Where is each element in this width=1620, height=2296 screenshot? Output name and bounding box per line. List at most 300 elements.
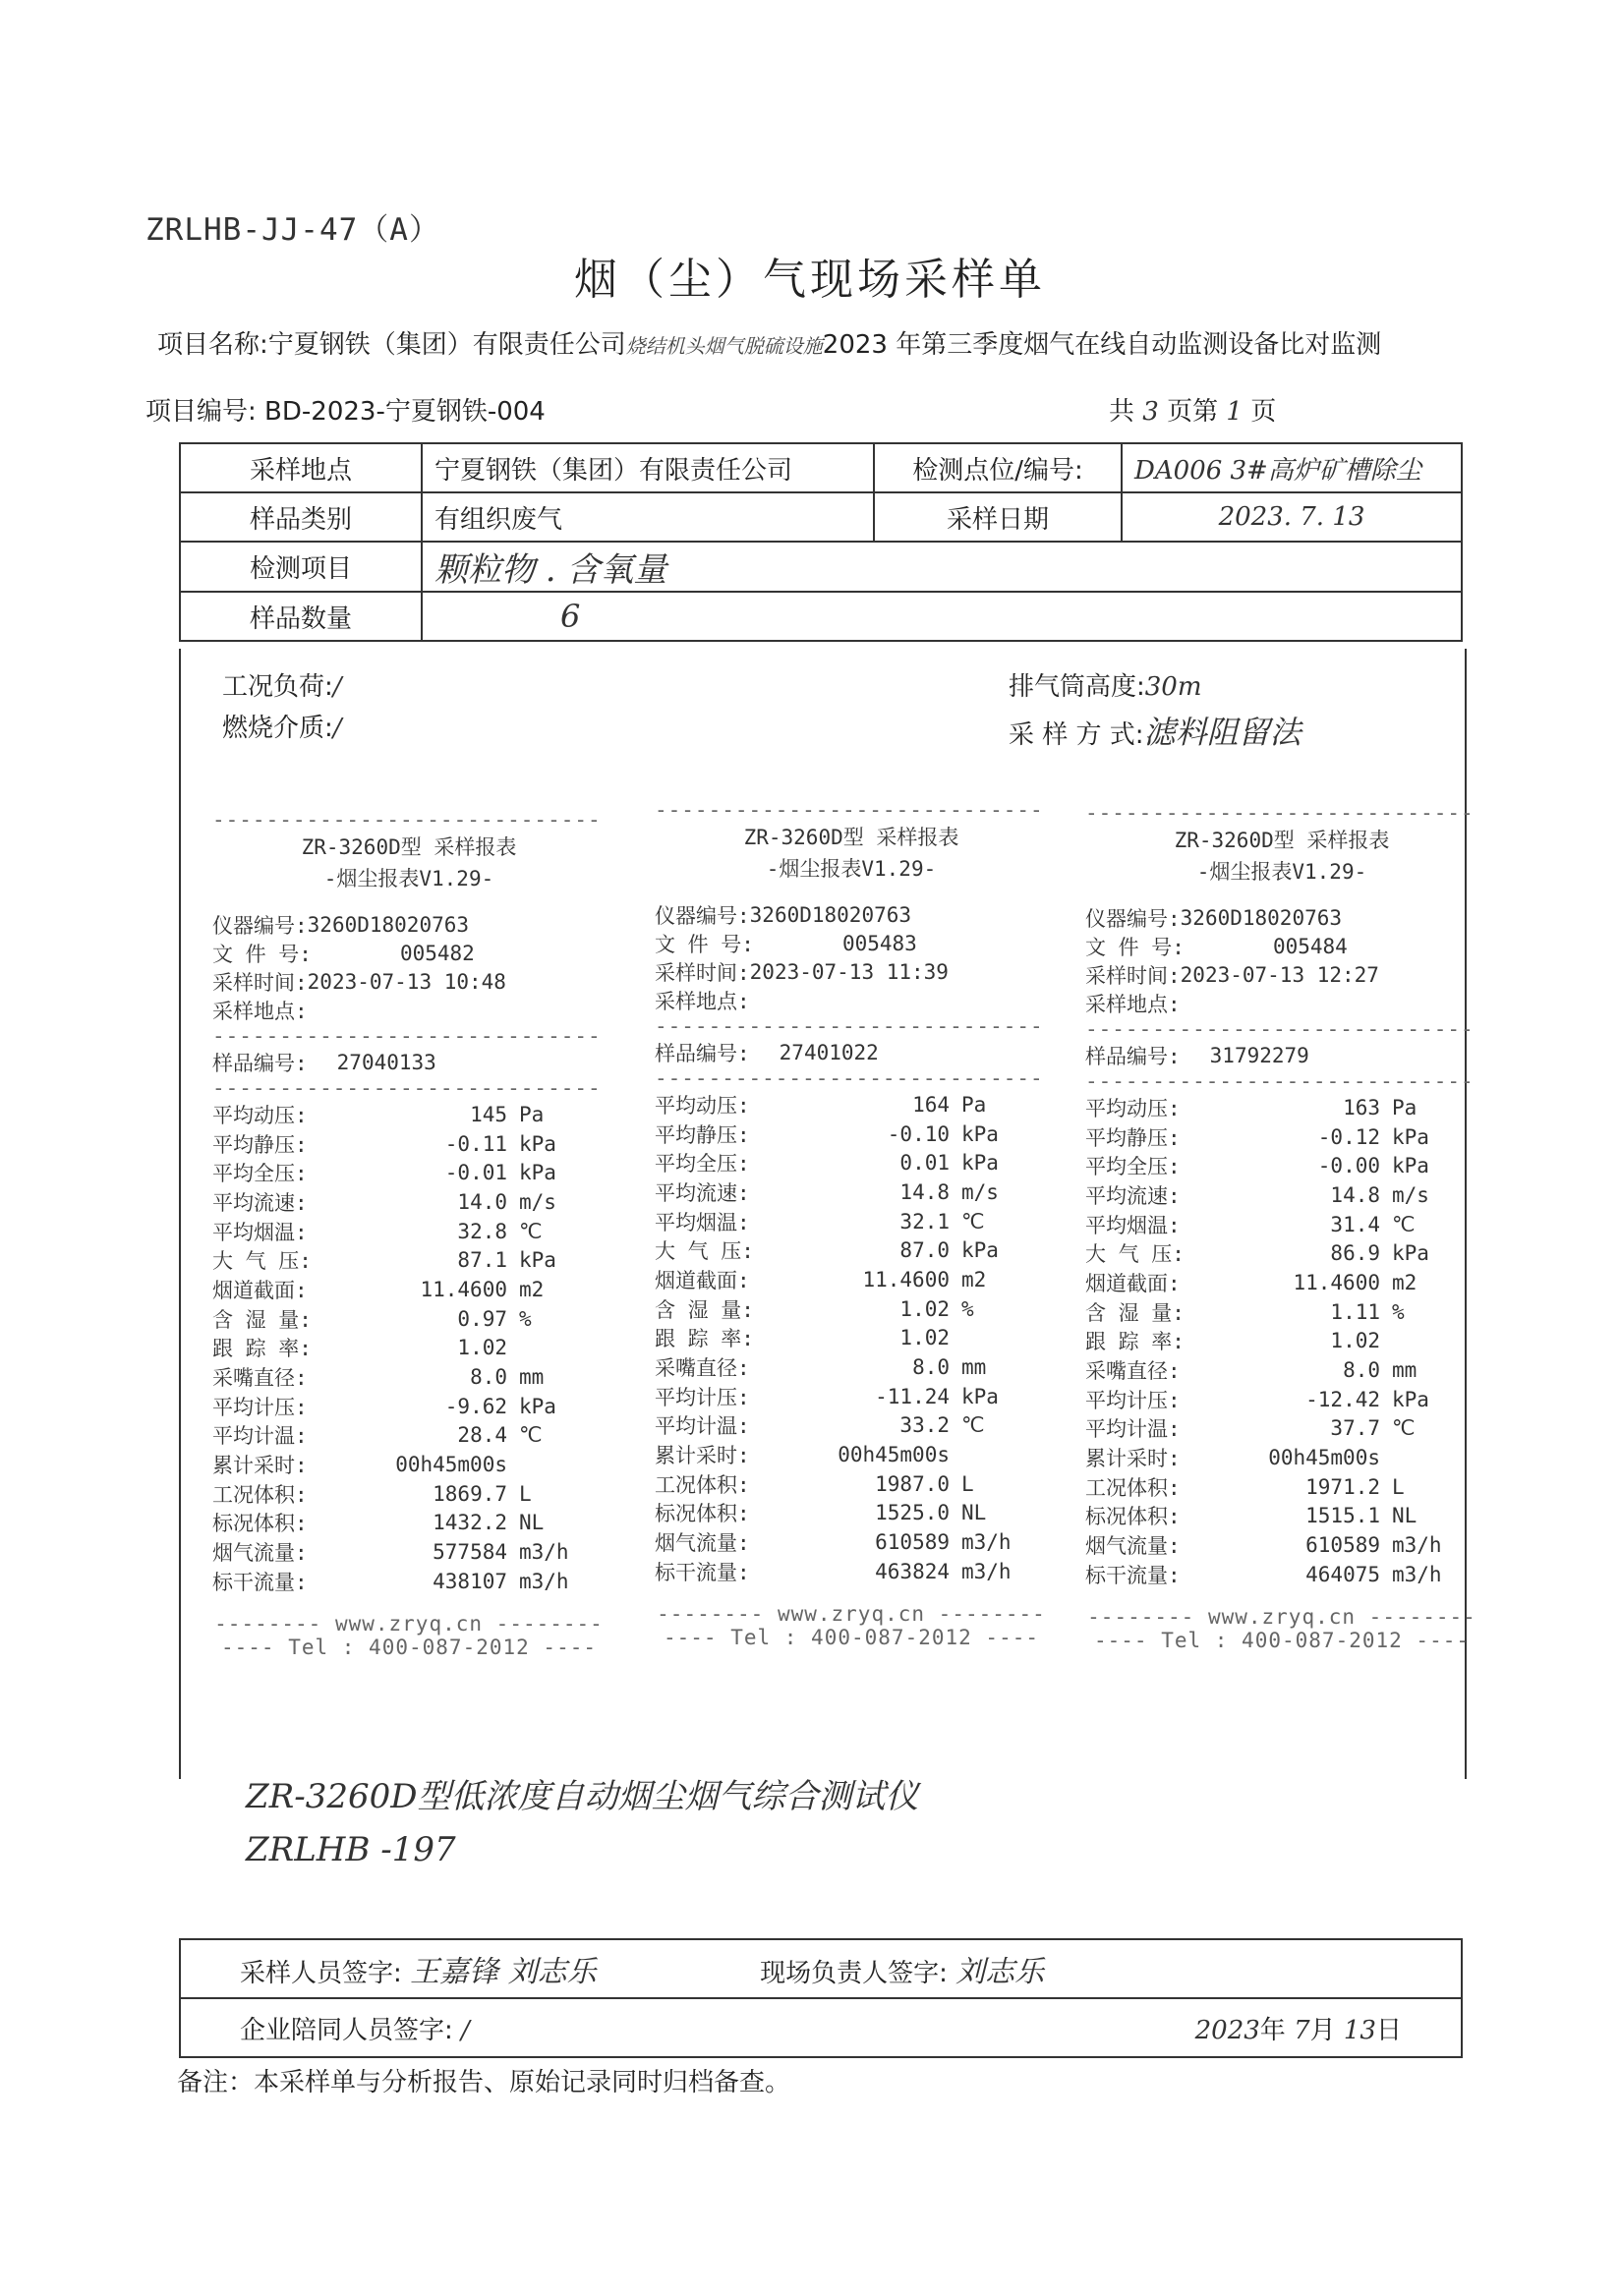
receipt-footer1: -------- www.zryq.cn -------- <box>657 1601 1046 1626</box>
receipt-row <box>655 1352 1048 1382</box>
receipt-time-value: 2023-07-13 11:39 <box>749 959 949 984</box>
receipt-row-value: 1525.0 <box>875 1501 950 1525</box>
sampler-names: 王嘉锋 刘志乐 <box>410 1955 597 1989</box>
receipt-row-key: 含 湿 量: <box>1085 1300 1185 1325</box>
receipt-row-key: 标况体积: <box>212 1512 308 1536</box>
receipt-phone: Tel : 400-087-2012 <box>1161 1628 1403 1652</box>
receipt-row-unit: ℃ <box>519 1219 543 1243</box>
receipt-row-unit: m3/h <box>519 1569 569 1593</box>
receipt-row-unit: % <box>519 1306 532 1331</box>
receipt-file <box>655 929 1048 957</box>
receipt-row-value: 33.2 <box>899 1413 950 1438</box>
receipt-sample-label: 样品编号: <box>655 1041 750 1065</box>
type-label: 样品类别 <box>180 492 422 542</box>
receipt-file <box>212 939 606 967</box>
receipt-row-value: 1.02 <box>457 1336 507 1360</box>
receipt-row <box>1085 1443 1478 1472</box>
load-value: / <box>332 672 342 702</box>
receipt-instrument-value: 3260D18020763 <box>307 912 470 937</box>
date-label: 采样日期 <box>874 492 1122 542</box>
receipt-row-key: 跟 踪 率: <box>212 1337 312 1361</box>
receipt-row-unit: kPa <box>1392 1124 1429 1149</box>
receipt-row-unit: m/s <box>961 1179 999 1204</box>
receipt-row-key: 平均静压: <box>1085 1125 1181 1150</box>
receipt-row-key: 平均静压: <box>655 1122 750 1147</box>
receipt-row <box>212 1537 606 1567</box>
receipt-row-key: 平均流速: <box>1085 1183 1181 1208</box>
receipt-row-value: 87.0 <box>899 1238 950 1263</box>
receipt-header2: -烟尘报表V1.29- <box>323 867 494 890</box>
receipt-row-unit: ℃ <box>1392 1212 1416 1236</box>
receipt-row-value: 464075 <box>1305 1562 1380 1586</box>
receipt-row-value: 577584 <box>433 1540 507 1565</box>
receipt-row-unit: L <box>519 1481 532 1506</box>
receipt-footer1: -------- www.zryq.cn -------- <box>214 1611 604 1636</box>
receipt-row <box>655 1148 1048 1177</box>
receipt-row-key: 平均动压: <box>1085 1096 1181 1120</box>
project-number-value: BD-2023-宁夏钢铁-004 <box>264 397 546 427</box>
date-value: 2023. 7. 13 <box>1122 492 1462 542</box>
receipt-file-value: 005482 <box>399 941 475 965</box>
receipt-row-key: 平均计压: <box>212 1395 308 1419</box>
receipt-row-unit: ℃ <box>961 1413 985 1438</box>
receipt-row-unit: L <box>961 1471 974 1496</box>
receipt-row-key: 含 湿 量: <box>655 1297 754 1322</box>
fuel-label: 燃烧介质: <box>222 714 333 743</box>
receipt-row-key: 累计采时: <box>655 1444 750 1468</box>
site-label: 采样地点 <box>180 443 422 492</box>
receipt-file <box>1085 932 1478 960</box>
receipt-file-value: 005483 <box>841 931 917 955</box>
sign-date-month-suffix: 月 <box>1309 2015 1336 2045</box>
instrument-note-line2: ZRLHB -197 <box>246 1830 456 1869</box>
receipt-instrument-label: 仪器编号: <box>212 913 308 938</box>
receipt-file-value: 005484 <box>1272 934 1348 958</box>
receipt-row-key: 跟 踪 率: <box>1085 1330 1185 1354</box>
receipt-row-value: -12.42 <box>1305 1387 1380 1411</box>
fuel-line <box>222 708 342 744</box>
receipt-row <box>212 1362 606 1392</box>
receipt-row <box>655 1527 1048 1557</box>
receipt-place-label: 采样地点: <box>212 999 308 1023</box>
receipt-row-key: 烟道截面: <box>1085 1271 1181 1295</box>
receipt-row-value: 8.0 <box>470 1365 507 1390</box>
receipt-instrument-label: 仪器编号: <box>1085 906 1181 931</box>
sign-date-day-suffix: 日 <box>1375 2015 1402 2045</box>
receipt-place <box>655 986 1048 1014</box>
receipt-file-label: 文 件 号: <box>655 932 754 956</box>
receipt-sample <box>655 1038 1048 1066</box>
stack-line <box>1009 666 1202 703</box>
receipt-row <box>655 1382 1048 1411</box>
receipt-row <box>655 1324 1048 1353</box>
receipt-row <box>1085 1414 1478 1444</box>
receipt-time <box>655 957 1048 986</box>
receipt-row-unit: kPa <box>519 1161 556 1185</box>
sign-date-month: 7 <box>1294 2015 1310 2045</box>
receipt-row-key: 累计采时: <box>1085 1447 1181 1471</box>
receipt-row-value: 0.97 <box>457 1306 507 1331</box>
receipt-instrument-value: 3260D18020763 <box>1180 905 1343 930</box>
receipt-row <box>655 1177 1048 1207</box>
receipt-row-value: 1971.2 <box>1305 1474 1380 1499</box>
receipt-row-value: 37.7 <box>1330 1416 1380 1441</box>
footnote: 备注：本采样单与分析报告、原始记录同时归档备查。 <box>177 2068 791 2097</box>
point-label: 检测点位/编号: <box>874 443 1122 492</box>
signature-table <box>179 1938 1463 2058</box>
receipt-row-value: -0.01 <box>444 1161 507 1185</box>
receipt-sample-label: 样品编号: <box>212 1051 308 1075</box>
receipt-row-unit: mm <box>1392 1358 1418 1383</box>
receipt-row-unit: kPa <box>1392 1154 1429 1178</box>
receipt-place <box>212 996 606 1024</box>
receipt-instrument <box>1085 903 1478 932</box>
receipt-row <box>655 1469 1048 1499</box>
receipt-row <box>212 1567 606 1596</box>
receipt-row-unit: kPa <box>961 1238 999 1263</box>
form-code: ZRLHB-JJ-47（A） <box>145 212 440 248</box>
receipt-website: www.zryq.cn <box>1207 1604 1357 1629</box>
sampler-label: 采样人员签字: <box>240 1959 402 1988</box>
method-value: 滤料阻留法 <box>1143 714 1302 751</box>
receipt-row-unit: NL <box>1392 1504 1418 1528</box>
receipt-row-value: 164 <box>912 1092 950 1117</box>
receipt-row-key: 烟气流量: <box>655 1531 750 1556</box>
receipt-row-key: 平均静压: <box>212 1132 308 1157</box>
receipt-row-unit: kPa <box>961 1384 999 1408</box>
receipt-row-key: 平均全压: <box>655 1152 750 1177</box>
receipt-row-key: 平均全压: <box>212 1162 308 1186</box>
receipt-row <box>1085 1180 1478 1210</box>
receipt-row <box>1085 1472 1478 1502</box>
receipt-row-unit: % <box>1392 1299 1405 1324</box>
receipt-row-unit: m2 <box>961 1267 987 1292</box>
receipt-time-label: 采样时间: <box>212 970 308 995</box>
receipt-row-key: 大 气 压: <box>1085 1242 1185 1267</box>
receipt-row <box>1085 1327 1478 1356</box>
receipt-row-value: 00h45m00s <box>838 1443 950 1467</box>
project-number-label: 项目编号: <box>145 397 257 427</box>
receipt-row-value: 11.4600 <box>862 1267 950 1292</box>
receipt-row-unit: m3/h <box>1392 1533 1442 1558</box>
site-lead-name: 刘志乐 <box>955 1955 1045 1989</box>
receipt-row-value: 87.1 <box>457 1248 507 1273</box>
receipt-row <box>655 1294 1048 1324</box>
receipt-website: www.zryq.cn <box>334 1611 484 1636</box>
receipt-row-key: 采嘴直径: <box>655 1356 750 1381</box>
receipt-instrument-value: 3260D18020763 <box>749 902 912 927</box>
receipt-instrument-label: 仪器编号: <box>655 903 750 928</box>
project-name-line <box>157 324 1381 361</box>
receipt-row-value: 1515.1 <box>1305 1504 1380 1528</box>
receipt-1 <box>212 808 606 1659</box>
receipt-row-unit: NL <box>519 1511 545 1535</box>
receipt-row <box>212 1275 606 1304</box>
receipt-row-unit: kPa <box>519 1394 556 1418</box>
site-value: 宁夏钢铁（集团）有限责任公司 <box>422 443 874 492</box>
receipt-file-label: 文 件 号: <box>212 942 312 966</box>
receipt-row-value: 610589 <box>1305 1533 1380 1558</box>
receipt-instrument <box>212 910 606 939</box>
receipt-row <box>212 1129 606 1159</box>
receipt-rule: ----------------------------- <box>212 1024 602 1048</box>
receipt-sample-value: 27040133 <box>336 1050 436 1074</box>
receipt-place-label: 采样地点: <box>1085 992 1181 1016</box>
receipt-row-key: 烟气流量: <box>212 1541 308 1566</box>
receipt-row-unit: m3/h <box>961 1559 1012 1583</box>
receipt-row-key: 平均烟温: <box>655 1210 750 1234</box>
receipt-footer1: -------- www.zryq.cn -------- <box>1087 1604 1476 1629</box>
receipt-2 <box>655 798 1048 1649</box>
item-value: 颗粒物 . 含氧量 <box>422 542 1462 592</box>
receipt-row-unit: m2 <box>519 1277 545 1301</box>
receipt-row-unit: mm <box>519 1365 545 1390</box>
pages-current: 1 <box>1226 397 1243 427</box>
receipt-row-key: 大 气 压: <box>212 1249 312 1274</box>
receipt-row <box>655 1557 1048 1586</box>
receipt-row-value: 0.01 <box>899 1151 950 1176</box>
page-count <box>1109 391 1276 428</box>
receipt-time-value: 2023-07-13 10:48 <box>307 969 506 994</box>
page-title: 烟（尘）气现场采样单 <box>574 255 1046 305</box>
receipt-rule: ----------------------------- <box>655 1066 1044 1090</box>
receipt-row-value: 463824 <box>875 1559 950 1583</box>
receipt-row-value: 11.4600 <box>1293 1270 1380 1294</box>
receipt-row <box>655 1411 1048 1441</box>
receipt-row-value: 145 <box>470 1102 507 1126</box>
receipt-row-key: 标干流量: <box>212 1570 308 1594</box>
receipt-time <box>1085 960 1478 989</box>
receipt-row <box>212 1450 606 1479</box>
method-line <box>1009 708 1302 753</box>
receipt-rule: ----------------------------- <box>655 798 1044 822</box>
escort-label: 企业陪同人员签字: <box>240 2015 453 2045</box>
receipt-row-key: 标况体积: <box>655 1502 750 1526</box>
receipt-sample-value: 27401022 <box>779 1040 879 1064</box>
receipt-time-value: 2023-07-13 12:27 <box>1180 962 1379 987</box>
receipt-row-value: -9.62 <box>444 1394 507 1418</box>
sign-date-year-suffix: 年 <box>1259 2015 1286 2045</box>
pages-mid: 页第 <box>1167 397 1219 427</box>
sign-date-year: 2023 <box>1194 2015 1260 2045</box>
receipt-row-value: 1869.7 <box>433 1481 507 1506</box>
receipt-place-label: 采样地点: <box>655 989 750 1013</box>
receipt-row-unit: m3/h <box>1392 1562 1442 1586</box>
receipt-row-value: 32.1 <box>899 1209 950 1234</box>
receipt-row <box>1085 1151 1478 1180</box>
pages-suffix: 页 <box>1250 397 1277 427</box>
receipt-row-unit: m3/h <box>961 1530 1012 1555</box>
receipt-time <box>212 967 606 996</box>
receipt-row <box>1085 1530 1478 1560</box>
receipt-row-unit: NL <box>961 1501 987 1525</box>
receipt-row <box>1085 1502 1478 1531</box>
escort-value: / <box>461 2015 470 2045</box>
receipt-row-unit: m3/h <box>519 1540 569 1565</box>
receipt-sample <box>212 1048 606 1076</box>
project-name-suffix: 2023 年第三季度烟气在线自动监测设备比对监测 <box>822 330 1382 360</box>
receipt-row-unit: ℃ <box>1392 1416 1416 1441</box>
receipt-website: www.zryq.cn <box>777 1601 926 1626</box>
receipt-row-unit: m/s <box>1392 1182 1429 1207</box>
escort-cell <box>180 1998 1462 2057</box>
type-value: 有组织废气 <box>422 492 874 542</box>
receipt-row-key: 含 湿 量: <box>212 1307 312 1332</box>
receipt-row-value: 1.02 <box>899 1326 950 1350</box>
receipt-rule: ----------------------------- <box>1085 801 1475 825</box>
receipt-header1: ZR-3260D型 采样报表 <box>301 835 517 859</box>
receipt-row-value: 14.8 <box>1330 1182 1380 1207</box>
receipt-row-unit: Pa <box>519 1102 545 1126</box>
receipt-row <box>212 1421 606 1451</box>
receipt-row <box>1085 1385 1478 1414</box>
receipt-row <box>1085 1560 1478 1589</box>
receipt-row <box>1085 1355 1478 1385</box>
sign-date <box>1195 2010 1402 2046</box>
sign-date-day: 13 <box>1343 2015 1376 2045</box>
receipt-row <box>1085 1122 1478 1152</box>
receipt-row-value: 8.0 <box>912 1355 950 1380</box>
info-table <box>179 442 1463 642</box>
receipt-row-value: 86.9 <box>1330 1241 1380 1266</box>
receipt-row-value: -0.11 <box>444 1131 507 1156</box>
receipt-row <box>655 1499 1048 1528</box>
receipt-row-unit: kPa <box>1392 1387 1429 1411</box>
receipt-sample <box>1085 1041 1478 1069</box>
receipt-row-unit: kPa <box>519 1248 556 1273</box>
receipt-row-value: 163 <box>1343 1095 1380 1119</box>
receipt-row-value: -11.24 <box>875 1384 950 1408</box>
receipt-row-key: 标干流量: <box>1085 1563 1181 1587</box>
receipt-row <box>655 1440 1048 1469</box>
receipt-row-unit: % <box>961 1296 974 1321</box>
receipt-row-key: 平均计压: <box>1085 1388 1181 1412</box>
receipt-row <box>212 1100 606 1129</box>
receipt-row-key: 烟气流量: <box>1085 1534 1181 1559</box>
receipt-row-unit: ℃ <box>519 1423 543 1448</box>
receipt-row-key: 工况体积: <box>212 1482 308 1507</box>
receipt-row-unit: mm <box>961 1355 987 1380</box>
receipt-rule: ----------------------------- <box>1085 1017 1475 1041</box>
sampler-cell <box>180 1939 1462 1998</box>
receipt-row-value: 11.4600 <box>420 1277 507 1301</box>
receipt-row-value: 1.02 <box>1330 1329 1380 1353</box>
receipt-row <box>212 1304 606 1334</box>
receipt-row-key: 跟 踪 率: <box>655 1327 754 1351</box>
item-label: 检测项目 <box>180 542 422 592</box>
receipt-row-key: 工况体积: <box>1085 1475 1181 1500</box>
receipt-row <box>212 1158 606 1187</box>
receipt-row-key: 平均流速: <box>212 1190 308 1215</box>
receipt-row <box>1085 1297 1478 1327</box>
receipt-row-value: 00h45m00s <box>395 1453 507 1477</box>
receipt-row-value: 438107 <box>433 1569 507 1593</box>
receipt-row-value: 8.0 <box>1343 1358 1380 1383</box>
stack-value: 30m <box>1144 672 1202 702</box>
receipt-instrument <box>655 900 1048 929</box>
receipt-time-label: 采样时间: <box>655 960 750 985</box>
receipt-row <box>212 1479 606 1509</box>
receipt-row-unit: ℃ <box>961 1209 985 1234</box>
project-name-value: 宁夏钢铁（集团）有限责任公司 <box>267 330 626 360</box>
receipt-row <box>212 1245 606 1275</box>
receipt-row <box>212 1334 606 1363</box>
receipt-rule: ----------------------------- <box>655 1014 1044 1038</box>
receipt-row <box>1085 1238 1478 1268</box>
receipt-row-key: 平均全压: <box>1085 1155 1181 1179</box>
receipt-sample-value: 31792279 <box>1209 1043 1309 1067</box>
receipt-row <box>655 1207 1048 1236</box>
receipt-row-value: 1.11 <box>1330 1299 1380 1324</box>
receipt-row-key: 平均计温: <box>655 1414 750 1439</box>
receipt-row-key: 平均烟温: <box>212 1220 308 1244</box>
receipt-row <box>655 1235 1048 1265</box>
receipt-footer2: ---- Tel : 400-087-2012 ---- <box>220 1635 597 1659</box>
load-line <box>222 666 342 703</box>
pages-total: 3 <box>1142 397 1159 427</box>
receipt-row <box>655 1265 1048 1294</box>
receipt-row-key: 平均计温: <box>212 1424 308 1449</box>
load-label: 工况负荷: <box>222 672 333 702</box>
receipt-row-unit: kPa <box>1392 1241 1429 1266</box>
receipt-row-unit: Pa <box>961 1092 987 1117</box>
project-name-label: 项目名称: <box>157 330 268 360</box>
receipt-rule: ----------------------------- <box>1085 1069 1475 1093</box>
receipt-place <box>1085 989 1478 1017</box>
receipt-row-key: 大 气 压: <box>655 1239 754 1264</box>
receipt-row-key: 烟道截面: <box>212 1278 308 1302</box>
receipt-row-key: 累计采时: <box>212 1454 308 1478</box>
receipt-header1: ZR-3260D型 采样报表 <box>1174 829 1390 852</box>
receipt-row <box>655 1119 1048 1149</box>
receipt-row-value: 1987.0 <box>875 1471 950 1496</box>
receipt-row <box>1085 1210 1478 1239</box>
receipt-footer2: ---- Tel : 400-087-2012 ---- <box>663 1625 1039 1649</box>
receipt-row-key: 平均计压: <box>655 1385 750 1409</box>
receipt-row <box>1085 1093 1478 1122</box>
receipt-rule: ----------------------------- <box>212 808 602 832</box>
fuel-value: / <box>332 714 342 743</box>
receipt-rule: ----------------------------- <box>212 1076 602 1100</box>
count-value: 6 <box>422 592 1462 641</box>
receipt-sample-label: 样品编号: <box>1085 1044 1181 1068</box>
receipt-row-value: 00h45m00s <box>1268 1446 1380 1470</box>
receipt-row-value: -0.10 <box>887 1121 950 1146</box>
receipt-row-value: 14.0 <box>457 1189 507 1214</box>
receipt-row <box>212 1392 606 1421</box>
receipt-header2: -烟尘报表V1.29- <box>1196 860 1367 884</box>
receipt-row-unit: kPa <box>961 1151 999 1176</box>
receipt-footer2: ---- Tel : 400-087-2012 ---- <box>1093 1628 1470 1652</box>
point-value: DA006 3#高炉矿槽除尘 <box>1122 443 1462 492</box>
receipt-row <box>212 1509 606 1538</box>
receipt-row-key: 标干流量: <box>655 1560 750 1584</box>
receipt-row-unit: kPa <box>961 1121 999 1146</box>
receipt-row-value: 14.8 <box>899 1179 950 1204</box>
receipt-phone: Tel : 400-087-2012 <box>288 1635 530 1659</box>
receipt-row-unit: m/s <box>519 1189 556 1214</box>
receipt-row-value: 28.4 <box>457 1423 507 1448</box>
receipt-row-key: 平均计温: <box>1085 1417 1181 1442</box>
receipt-header1: ZR-3260D型 采样报表 <box>743 826 959 849</box>
receipt-row-value: 32.8 <box>457 1219 507 1243</box>
receipt-row-value: 610589 <box>875 1530 950 1555</box>
stack-label: 排气筒高度: <box>1009 672 1145 702</box>
receipt-row-value: -0.00 <box>1317 1154 1380 1178</box>
pages-prefix: 共 <box>1109 397 1135 427</box>
project-number-line <box>145 391 546 428</box>
receipt-row-key: 平均动压: <box>212 1103 308 1127</box>
